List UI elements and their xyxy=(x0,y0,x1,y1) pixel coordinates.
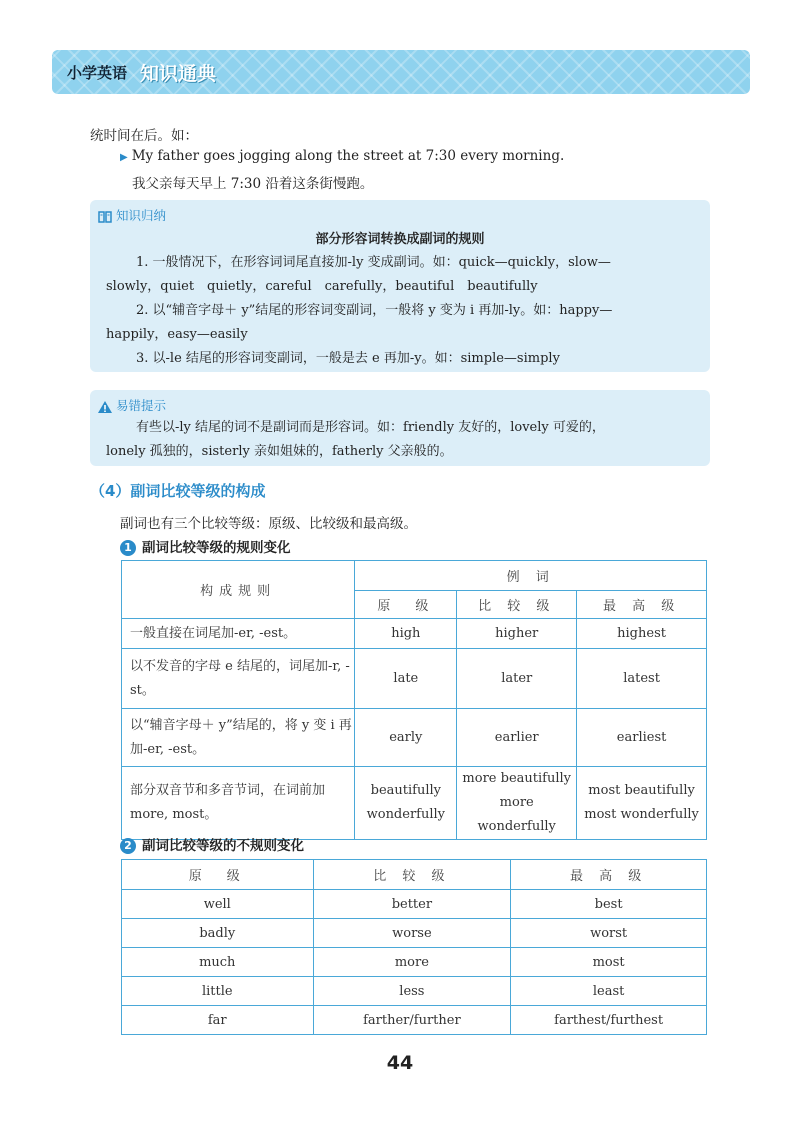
superlative-cell: latest xyxy=(577,649,707,709)
header-superlative: 最 高 级 xyxy=(577,591,707,619)
error-tip-box xyxy=(90,390,710,466)
page-header xyxy=(52,50,750,94)
number-badge: 2 xyxy=(120,838,136,854)
comparative-cell: less xyxy=(313,977,511,1006)
number-badge: 1 xyxy=(120,540,136,556)
comparative-cell: worse xyxy=(313,919,511,948)
section-title: （4）副词比较等级的构成 xyxy=(90,482,266,500)
rule-cell: 以“辅音字母＋ y”结尾的，将 y 变 i 再加-er, -est。 xyxy=(122,709,355,767)
header-positive: 原 级 xyxy=(355,591,457,619)
superlative-cell: most xyxy=(511,948,707,977)
table-row xyxy=(122,767,707,840)
header-comparative: 比 较 级 xyxy=(457,591,577,619)
regular-comparison-table xyxy=(121,560,707,840)
irregular-comparison-table xyxy=(121,859,707,1035)
rule-line: 3. 以-le 结尾的形容词变副词，一般是去 e 再加-y。如：simple—simply xyxy=(136,351,560,366)
superlative-cell: worst xyxy=(511,919,707,948)
rule-line: 1. 一般情况下，在形容词词尾直接加-ly 变成副词。如：quick—quickly，slow— xyxy=(136,255,611,270)
tip-line: lonely 孤独的，sisterly 亲如姐妹的，fatherly 父亲般的。 xyxy=(106,444,453,459)
table-row xyxy=(122,1006,707,1035)
comparative-cell: better xyxy=(313,890,511,919)
rule-line: 2. 以“辅音字母＋ y”结尾的形容词变副词，一般将 y 变为 i 再加-ly。如：happy— xyxy=(136,303,613,318)
header-superlative: 最 高 级 xyxy=(511,860,707,890)
rule-cell: 部分双音节和多音节词，在词前加 more, most。 xyxy=(122,767,355,840)
table-row xyxy=(122,977,707,1006)
table2-title: 2 副词比较等级的不规则变化 xyxy=(120,834,304,854)
comparative-cell: higher xyxy=(457,619,577,649)
positive-cell: well xyxy=(122,890,314,919)
table1-title: 1 副词比较等级的规则变化 xyxy=(120,536,291,556)
table-row xyxy=(122,709,707,767)
rule-cell: 一般直接在词尾加-er, -est。 xyxy=(122,619,355,649)
example-sentence: ▶ My father goes jogging along the street at 7:30 every morning. xyxy=(120,148,565,164)
positive-cell: beautifully wonderfully xyxy=(355,767,457,840)
comparative-cell: more beautifully more wonderfully xyxy=(457,767,577,840)
warning-icon xyxy=(98,401,112,413)
superlative-cell: highest xyxy=(577,619,707,649)
example-translation: 我父亲每天早上 7:30 沿着这条街慢跑。 xyxy=(132,176,374,192)
error-tip-label: 易错提示 xyxy=(98,396,166,414)
brand-title: 知识通典 xyxy=(140,63,217,85)
comparative-cell: later xyxy=(457,649,577,709)
tip-line: 有些以-ly 结尾的词不是副词而是形容词。如：friendly 友好的，lovely 可爱的， xyxy=(136,420,605,435)
superlative-cell: best xyxy=(511,890,707,919)
positive-cell: little xyxy=(122,977,314,1006)
superlative-cell: least xyxy=(511,977,707,1006)
superlative-cell: most beautifully most wonderfully xyxy=(577,767,707,840)
series-label: 小学英语 xyxy=(67,64,128,82)
rules-title: 部分形容词转换成副词的规则 xyxy=(315,232,485,247)
knowledge-box-label: 知识归纳 xyxy=(98,206,166,224)
positive-cell: much xyxy=(122,948,314,977)
rule-line: happily，easy—easily xyxy=(106,327,248,342)
table-row xyxy=(122,919,707,948)
positive-cell: badly xyxy=(122,919,314,948)
intro-line: 统时间在后。如： xyxy=(90,128,198,144)
table-row xyxy=(122,890,707,919)
table-row xyxy=(122,619,707,649)
section-intro: 副词也有三个比较等级：原级、比较级和最高级。 xyxy=(120,516,417,532)
comparative-cell: more xyxy=(313,948,511,977)
knowledge-box xyxy=(90,200,710,372)
book-icon xyxy=(98,211,112,223)
header-examples: 例 词 xyxy=(355,561,707,591)
header-positive: 原 级 xyxy=(122,860,314,890)
table-row xyxy=(122,649,707,709)
rule-line: slowly，quiet quietly，careful carefully，beautiful beautifully xyxy=(106,279,538,294)
superlative-cell: farthest/furthest xyxy=(511,1006,707,1035)
superlative-cell: earliest xyxy=(577,709,707,767)
triangle-bullet-icon: ▶ xyxy=(120,152,128,163)
comparative-cell: farther/further xyxy=(313,1006,511,1035)
header-comparative: 比 较 级 xyxy=(313,860,511,890)
comparative-cell: earlier xyxy=(457,709,577,767)
positive-cell: early xyxy=(355,709,457,767)
positive-cell: late xyxy=(355,649,457,709)
rule-cell: 以不发音的字母 e 结尾的，词尾加-r, -st。 xyxy=(122,649,355,709)
page-number: 44 xyxy=(386,1052,414,1074)
table-row xyxy=(122,948,707,977)
positive-cell: far xyxy=(122,1006,314,1035)
header-rule: 构成规则 xyxy=(122,561,355,619)
positive-cell: high xyxy=(355,619,457,649)
